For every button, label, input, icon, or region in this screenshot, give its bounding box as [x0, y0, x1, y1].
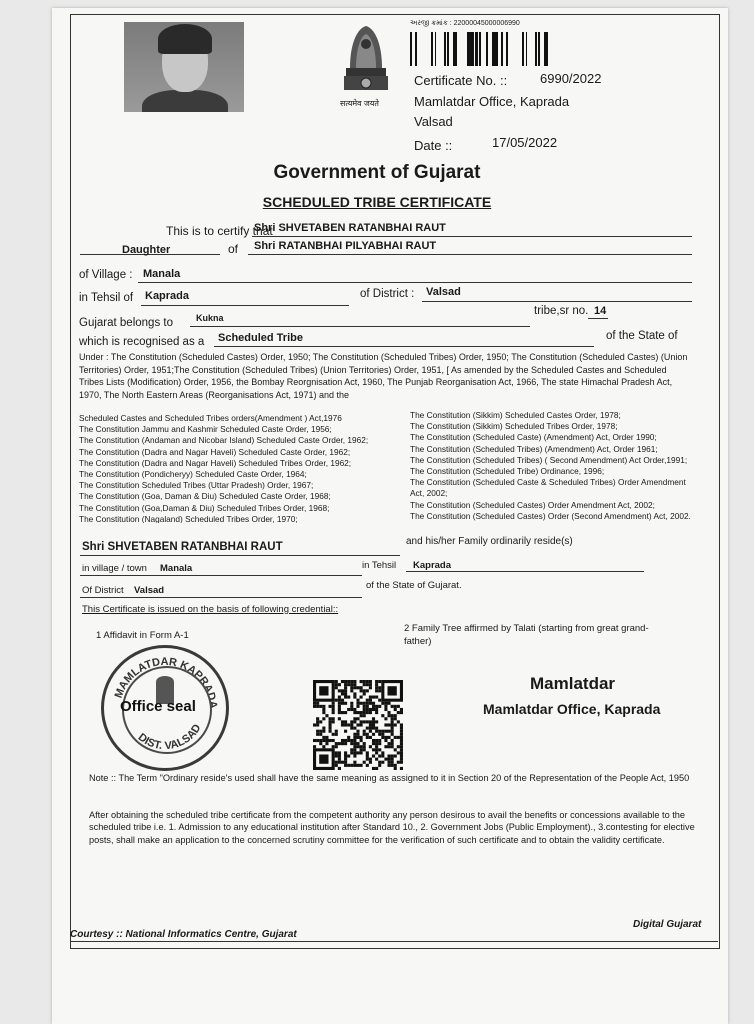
- of-district-value: Valsad: [134, 585, 165, 596]
- order-item: The Constitution (Scheduled Castes) Order (Second Amendment) Act, 2002.: [410, 510, 691, 521]
- tribe-sr-label: tribe,sr no.: [534, 305, 589, 317]
- order-item: The Constitution (Goa,Daman & Diu) Scheduled Tribes Order, 1968;: [79, 502, 330, 513]
- order-item: The Constitution (Sikkim) Scheduled Tribes Order, 1978;: [410, 421, 618, 432]
- orders-left-list: [79, 413, 368, 523]
- order-item: The Constitution (Nagaland) Scheduled Tribes Order, 1970;: [79, 513, 298, 523]
- after-text: After obtaining the scheduled tribe certificate from the competent authority any person desirous to avail the benefits or concessions available to the scheduled tribe i.e. 1. Admission to any educational institution after Standard 10., 2. Government Jobs (Public Employment)., 3.contesting for elective posts, shall make an application to the concerned scrutiny committee for the verification of such certificate and to obtain the validity certificate.: [89, 810, 695, 845]
- name-line: [252, 236, 692, 237]
- order-item: The Constitution Jammu and Kashmir Scheduled Caste Order, 1956;: [79, 424, 332, 435]
- credential-2: 2 Family Tree affirmed by Talati (starting from great grand-father): [404, 623, 649, 647]
- village-town-line: [80, 575, 362, 576]
- document-title: SCHEDULED TRIBE CERTIFICATE: [262, 194, 492, 210]
- order-item: The Constitution (Scheduled Tribes) ( Second Amendment) Act Order,1991;: [410, 454, 688, 465]
- belongs-label: Gujarat belongs to: [79, 317, 173, 329]
- barcode: [410, 32, 552, 66]
- family-line: [80, 555, 400, 556]
- credential-1: 1 Affidavit in Form A-1: [96, 630, 189, 641]
- order-item: The Constitution Scheduled Tribes (Uttar Pradesh) Order, 1967;: [79, 480, 314, 491]
- order-item: Act, 2002;: [410, 488, 448, 499]
- in-tehsil-value: Kaprada: [413, 560, 452, 571]
- credential-heading: This Certificate is issued on the basis of following credential::: [82, 604, 339, 615]
- order-item: The Constitution (Scheduled Caste) (Amendment) Act, Order 1990;: [410, 432, 657, 443]
- order-item: The Constitution (Goa, Daman & Diu) Scheduled Caste Order, 1968;: [79, 491, 331, 502]
- village-label: of Village :: [79, 269, 133, 281]
- order-item: The Constitution (Scheduled Caste & Scheduled Tribes) Order Amendment: [410, 477, 686, 488]
- certify-text: This is to certify that: [166, 224, 273, 238]
- digital-gujarat-footer: Digital Gujarat: [633, 919, 702, 930]
- order-item: The Constitution (Sikkim) Scheduled Castes Order, 1978;: [410, 410, 621, 420]
- recognised-label: which is recognised as a: [79, 336, 205, 348]
- order-item: The Constitution (Dadra and Nagar Haveli) Scheduled Caste Order, 1962;: [79, 446, 351, 457]
- order-item: The Constitution (Scheduled Tribe) Ordinance, 1996;: [410, 466, 605, 477]
- district-line: [422, 301, 692, 302]
- seal-ring-top: MAMLATDAR KAPRADA: [112, 655, 220, 710]
- recognised-line: [214, 346, 594, 347]
- certificate-no-value: 6990/2022: [540, 71, 602, 86]
- village-line: [138, 282, 692, 283]
- in-tehsil-line: [406, 571, 644, 572]
- village-town-value: Manala: [160, 563, 193, 574]
- village-value: Manala: [143, 268, 181, 280]
- family-name: Shri SHVETABEN RATANBHAI RAUT: [82, 541, 283, 553]
- tribe-sr-line: [588, 318, 608, 319]
- of-district-line: [80, 597, 362, 598]
- tribe-sr-value: 14: [594, 305, 607, 317]
- seal-ring-bottom: DIST. VALSAD: [135, 722, 204, 753]
- tehsil-line: [141, 305, 349, 306]
- state-of-text: of the State of: [606, 330, 678, 342]
- orders-right-list: [410, 410, 691, 522]
- courtesy-footer: Courtesy :: National Informatics Centre, Gujarat: [70, 929, 297, 940]
- footer-line: [70, 941, 718, 942]
- state-gujarat-text: of the State of Gujarat.: [366, 580, 462, 591]
- under-text: Under : The Constitution (Scheduled Castes) Order, 1950; The Constitution (Scheduled Tribes) Order, 1950; The Constitution (Scheduled Castes) (Union Territories) Order, 1951;The Constitution (Scheduled Tribes) (Union Territories) Order, 1951, [ As amended by the Scheduled Castes and Scheduled Tribes Lists (Modification) Order, 1956, the Bombay Reorgnisation Act, 1960, The Punjab Reorganisation Act, 1966, The state Himachal Pradesh Act, 1970, The North Eastern Areas (Reorganisations Act, 1971) and the: [79, 352, 688, 400]
- district-label: of District :: [360, 288, 415, 300]
- applicant-name: Shri SHVETABEN RATANBHAI RAUT: [254, 222, 446, 234]
- certificate-no-label: Certificate No. ::: [414, 73, 508, 88]
- applicant-photo: [124, 22, 244, 112]
- government-title: Government of Gujarat: [273, 162, 481, 183]
- tehsil-label: in Tehsil of: [79, 292, 134, 304]
- in-tehsil-label: in Tehsil: [362, 560, 397, 571]
- date-value: 17/05/2022: [492, 135, 558, 150]
- office-seal-label: Office seal: [120, 698, 196, 715]
- order-item: The Constitution (Andaman and Nicobar Island) Scheduled Caste Order, 1962;: [79, 435, 369, 446]
- parent-line: [248, 254, 692, 255]
- issuing-office: Mamlatdar Office, Kaprada: [414, 94, 570, 109]
- of-text: of: [228, 242, 239, 256]
- order-item: The Constitution (Scheduled Tribes) (Amendment) Act, Order 1961;: [410, 443, 658, 454]
- district-value: Valsad: [426, 286, 461, 298]
- of-district-label: Of District: [82, 585, 124, 596]
- order-item: The Constitution (Scheduled Castes) Order Amendment Act, 2002;: [410, 499, 655, 510]
- signatory-title: Mamlatdar: [530, 674, 616, 693]
- qr-code: [313, 680, 403, 770]
- parent-name: Shri RATANBHAI PILYABHAI RAUT: [254, 240, 437, 252]
- date-label: Date ::: [414, 138, 453, 153]
- emblem-motto: सत्यमेव जयते: [340, 99, 379, 108]
- order-item: The Constitution (Dadra and Nagar Haveli) Scheduled Tribes Order, 1962;: [79, 457, 352, 468]
- order-item: Scheduled Castes and Scheduled Tribes orders(Amendment ) Act,1976: [79, 413, 342, 423]
- issuing-office-district: Valsad: [414, 114, 453, 129]
- tribe-line: [190, 326, 530, 327]
- note-text: Note :: The Term "Ordinary reside's used shall have the same meaning as assigned to it in Section 20 of the Representation of the People Act, 1950: [89, 773, 690, 783]
- signatory-office: Mamlatdar Office, Kaprada: [483, 701, 661, 717]
- tehsil-value: Kaprada: [145, 290, 190, 302]
- relation: Daughter: [122, 244, 171, 256]
- recognised-value: Scheduled Tribe: [218, 332, 303, 344]
- tribe-value: Kukna: [196, 313, 224, 323]
- application-number: અરજી ક્રમાંક : 22000045000006990: [410, 20, 520, 27]
- family-text: and his/her Family ordinarily reside(s): [406, 536, 573, 547]
- order-item: The Constitution (Pondicheryy) Scheduled Caste Order, 1964;: [79, 469, 307, 480]
- village-town-label: in village / town: [82, 563, 147, 574]
- office-seal: [101, 645, 229, 771]
